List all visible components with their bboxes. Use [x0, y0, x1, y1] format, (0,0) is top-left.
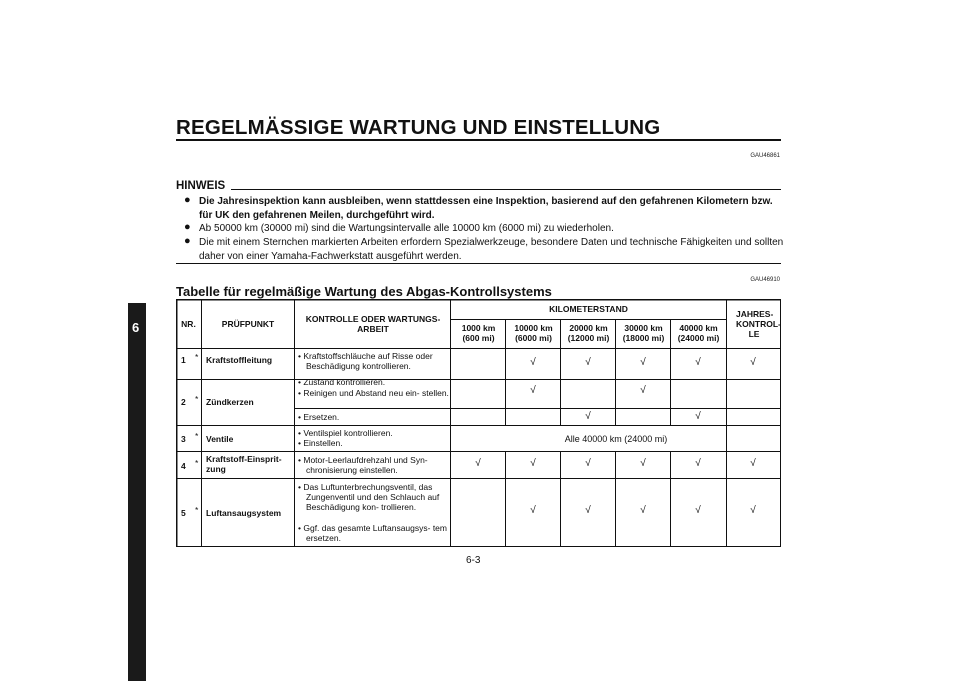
- note-text: Die mit einem Sternchen markierten Arbeiten erfordern Spezialwerkzeuge, besondere Daten und technische Fähigkeiten und sollten daher von einer Yamaha-Fachwerkstatt ausgeführt werden.: [199, 237, 784, 262]
- row-work: [298, 438, 456, 448]
- work-text: Ggf. das gesamte Luftansaugsys- tem ersetzen.: [303, 523, 447, 543]
- reference-code: GAU46861: [750, 153, 780, 159]
- col-header-odometer: KILOMETERSTAND: [549, 304, 628, 314]
- col-header-km: [671, 323, 726, 343]
- row-work: [298, 428, 456, 438]
- bullet-icon: •: [298, 351, 301, 361]
- row-item: Kraftstoffleitung: [206, 355, 273, 365]
- check-mark: √: [750, 357, 756, 368]
- bullet-icon: ●: [184, 194, 191, 206]
- row-item: Luftansaugsystem: [206, 508, 282, 518]
- col-header-km: [616, 323, 671, 343]
- km-label: 40000 km: [679, 323, 718, 333]
- row-number: 2: [181, 397, 186, 407]
- km-label: 20000 km: [569, 323, 608, 333]
- note-text: Ab 50000 km (30000 mi) sind die Wartungsintervalle alle 10000 km (6000 mi) zu wiederholen.: [199, 223, 614, 234]
- interval-span-text: Alle 40000 km (24000 mi): [564, 434, 668, 444]
- row-work: [298, 523, 456, 543]
- km-label: 1000 km: [461, 323, 496, 333]
- bullet-icon: •: [298, 412, 301, 422]
- bullet-icon: •: [298, 455, 301, 465]
- mi-label: (18000 mi): [622, 333, 665, 343]
- row-number: 3: [181, 434, 186, 444]
- row-work: [298, 388, 456, 398]
- star-mark: *: [195, 394, 199, 404]
- check-mark: √: [585, 357, 591, 368]
- maintenance-table: [176, 299, 781, 547]
- km-label: 10000 km: [514, 323, 553, 333]
- check-mark: √: [530, 458, 536, 469]
- row-work: [298, 412, 456, 422]
- check-mark: √: [585, 505, 591, 516]
- check-mark: √: [640, 505, 646, 516]
- bullet-icon: •: [298, 438, 301, 448]
- col-header-nr: NR.: [181, 319, 196, 329]
- check-mark: √: [585, 411, 591, 422]
- work-text: Ventilspiel kontrollieren.: [303, 428, 393, 438]
- section-title: Tabelle für regelmäßige Wartung des Abgas-Kontrollsystems: [176, 284, 552, 299]
- row-work: [298, 455, 456, 475]
- work-text: Ersetzen.: [303, 412, 340, 422]
- col-header-km: [451, 323, 506, 343]
- col-header-item: PRÜFPUNKT: [221, 319, 275, 329]
- check-mark: √: [585, 458, 591, 469]
- row-work: [298, 482, 456, 512]
- work-text: Kraftstoffschläuche auf Risse oder Beschädigung kontrollieren.: [303, 351, 433, 371]
- star-mark: *: [195, 352, 199, 362]
- check-mark: √: [640, 458, 646, 469]
- check-mark: √: [695, 357, 701, 368]
- chapter-number: 6: [132, 320, 140, 335]
- check-mark: √: [695, 458, 701, 469]
- row-item: Kraftstoff-Einsprit- zung: [206, 454, 282, 474]
- work-text: Das Luftunterbrechungsventil, das Zungenventil und den Schlauch auf Beschädigung kon- trollieren.: [303, 482, 440, 512]
- note-label: HINWEIS: [176, 180, 226, 192]
- col-header-work: KONTROLLE ODER WARTUNGS- ARBEIT: [305, 314, 441, 334]
- check-mark: √: [530, 357, 536, 368]
- check-mark: √: [530, 385, 536, 396]
- note-item: [184, 195, 784, 222]
- star-mark: *: [195, 458, 199, 468]
- km-label: 30000 km: [624, 323, 663, 333]
- note-bottom-rule: [176, 263, 781, 264]
- star-mark: *: [195, 505, 199, 515]
- bullet-icon: •: [298, 377, 301, 387]
- work-text: Motor-Leerlaufdrehzahl und Syn- chronisierung einstellen.: [303, 455, 428, 475]
- bullet-icon: •: [298, 482, 301, 492]
- col-header-km: [506, 323, 561, 343]
- note-item: [184, 222, 784, 236]
- note-item: [184, 236, 784, 263]
- row-number: 4: [181, 461, 186, 471]
- check-mark: √: [750, 505, 756, 516]
- mi-label: (24000 mi): [677, 333, 720, 343]
- note-top-rule: [231, 189, 781, 190]
- work-text: Reinigen und Abstand neu ein- stellen.: [303, 388, 449, 398]
- mi-label: (600 mi): [462, 333, 495, 343]
- reference-code: GAU46910: [750, 277, 780, 283]
- row-number: 5: [181, 508, 186, 518]
- work-text: Zustand kontrollieren.: [303, 377, 386, 387]
- work-text: Einstellen.: [303, 438, 343, 448]
- mi-label: (6000 mi): [515, 333, 552, 343]
- check-mark: √: [640, 385, 646, 396]
- bullet-icon: •: [298, 523, 301, 533]
- bullet-icon: ●: [184, 221, 191, 233]
- bullet-icon: ●: [184, 235, 191, 247]
- title-rule: [176, 139, 781, 141]
- bullet-icon: •: [298, 428, 301, 438]
- star-mark: *: [195, 431, 199, 441]
- chapter-tab: [128, 303, 146, 681]
- page-title: REGELMÄSSIGE WARTUNG UND EINSTELLUNG: [176, 116, 661, 139]
- check-mark: √: [530, 505, 536, 516]
- page-number: 6-3: [466, 555, 481, 566]
- bullet-icon: •: [298, 388, 301, 398]
- check-mark: √: [695, 411, 701, 422]
- check-mark: √: [750, 458, 756, 469]
- check-mark: √: [695, 505, 701, 516]
- check-mark: √: [475, 458, 481, 469]
- row-number: 1: [181, 355, 186, 365]
- mi-label: (12000 mi): [567, 333, 610, 343]
- row-work: [298, 377, 456, 387]
- check-mark: √: [640, 357, 646, 368]
- col-header-km: [561, 323, 616, 343]
- row-item: Ventile: [206, 434, 234, 444]
- col-header-annual: JAHRES- KONTROL- LE: [736, 309, 781, 339]
- row-item: Zündkerzen: [206, 397, 254, 407]
- note-text: Die Jahresinspektion kann ausbleiben, wenn stattdessen eine Inspektion, basierend auf den gefahrenen Kilometern bzw. für UK den gefahrenen Meilen, durchgeführt wird.: [199, 196, 773, 221]
- row-work: [298, 351, 456, 371]
